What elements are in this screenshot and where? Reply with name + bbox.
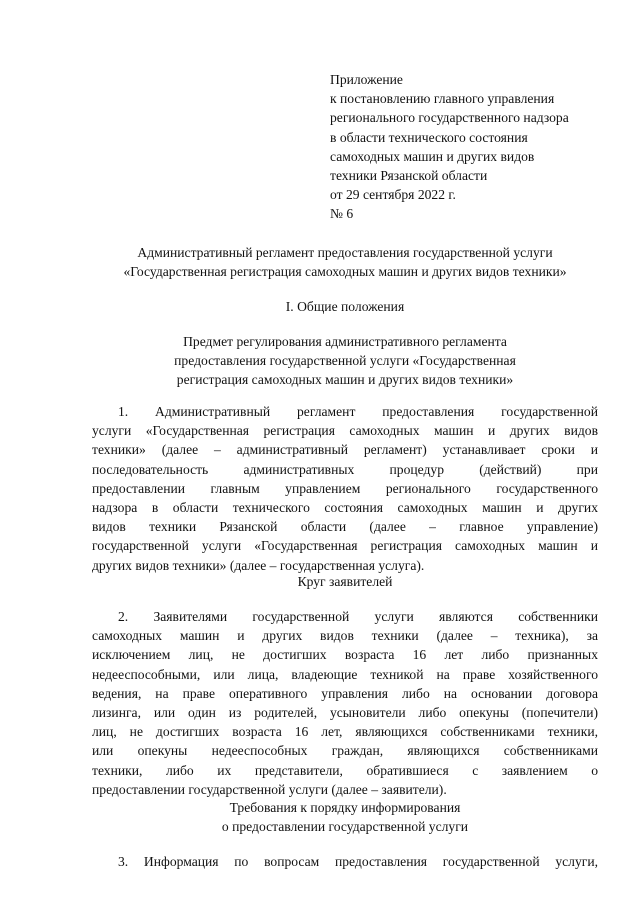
paragraph-line: 3. Информация по вопросам предоставления государственной услуги,	[118, 854, 598, 869]
paragraph-line: государственной услуги «Государственная регистрация самоходных машин и	[92, 538, 598, 554]
paragraph-line: техники, либо их представители, обратившиеся с заявлением о	[92, 762, 598, 778]
paragraph-line: лизинга, или один из родителей, усыновители либо опекуны (попечители)	[92, 705, 598, 721]
paragraph-1	[92, 402, 598, 575]
paragraph-line: лиц, не достигших возраста 16 лет, являющихся собственниками техники,	[92, 724, 598, 740]
paragraph-line: ведения, на праве оперативного управления либо на основании договора	[92, 685, 598, 701]
appendix-line: регионального государственного надзора	[330, 110, 569, 126]
heading-line: о предоставлении государственной услуги	[221, 819, 469, 835]
paragraph-line: недееспособными, или лица, владеющие техникой на праве хозяйственного	[92, 666, 598, 682]
paragraph-line: надзора в области технического состояния самоходных машин и других	[92, 500, 598, 516]
paragraph-line: самоходных машин и других видов техники (далее – техника), за	[92, 628, 598, 644]
informing-heading	[92, 798, 598, 836]
paragraph-line: предоставлении главным управлением регионального государственного	[92, 480, 598, 496]
paragraph-line: видов техники Рязанской области (далее – главное управление)	[92, 519, 598, 535]
appendix-line: техники Рязанской области	[330, 168, 488, 184]
appendix-line: самоходных машин и других видов	[330, 148, 535, 164]
paragraph-line: услуги «Государственная регистрация самоходных машин и других видов	[92, 423, 598, 439]
appendix-line: в области технического состояния	[330, 129, 528, 145]
paragraph-line: предоставлении государственной услуги (далее – заявители).	[92, 781, 447, 797]
applicants-heading: Круг заявителей	[297, 574, 393, 589]
subject-heading	[92, 332, 598, 390]
paragraph-line: других видов техники» (далее – государственная услуга).	[92, 557, 425, 573]
heading-line: регистрация самоходных машин и других видов техники»	[176, 372, 514, 388]
paragraph-line: последовательность административных процедур (действий) при	[92, 461, 598, 477]
paragraph-2	[92, 607, 598, 799]
paragraph-3	[92, 852, 598, 871]
paragraph-line: техники» (далее – административный регламент) устанавливает сроки и	[92, 442, 598, 458]
section-heading: I. Общие положения	[285, 299, 405, 314]
heading-line: Предмет регулирования административного регламента	[183, 334, 507, 349]
document-title	[92, 243, 598, 281]
appendix-number: № 6	[330, 206, 354, 222]
title-line: «Государственная регистрация самоходных машин и других видов техники»	[123, 264, 567, 280]
paragraph-line: 1. Административный регламент предоставления государственной	[118, 404, 598, 419]
paragraph-line: или опекуны недееспособных граждан, являющихся собственниками	[92, 743, 598, 759]
heading-line: Требования к порядку информирования	[229, 800, 461, 815]
paragraph-line: исключением лиц, не достигших возраста 16 лет либо признанных	[92, 647, 598, 663]
title-line: Административный регламент предоставления государственной услуги	[137, 245, 553, 260]
appendix-line: к постановлению главного управления	[330, 91, 555, 107]
paragraph-line: 2. Заявителями государственной услуги являются собственники	[118, 609, 598, 624]
appendix-block	[330, 70, 620, 224]
heading-line: предоставления государственной услуги «Государственная	[174, 353, 516, 369]
appendix-date: от 29 сентября 2022 г.	[330, 187, 456, 203]
appendix-line: Приложение	[330, 72, 403, 87]
